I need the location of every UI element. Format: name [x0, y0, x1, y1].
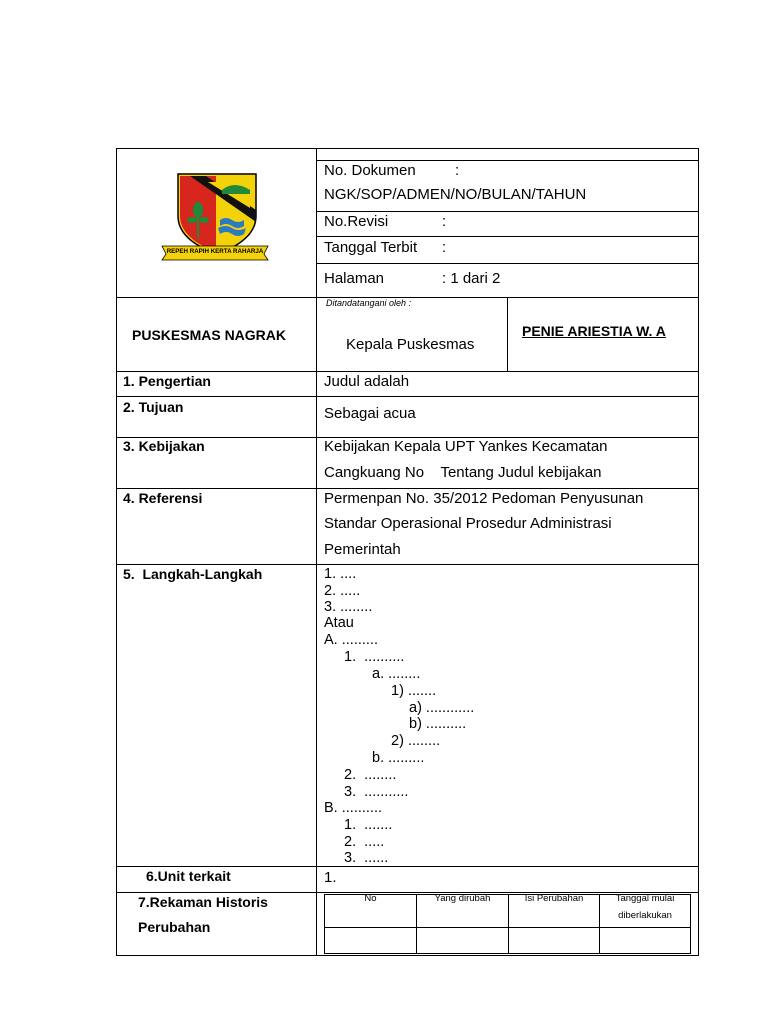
page-value: : 1 dari 2 — [442, 270, 501, 287]
history-col-changed: Yang dirubah — [434, 893, 491, 904]
section-tujuan-label: 2. Tujuan — [123, 399, 184, 415]
list-item: 2. ........ — [344, 767, 397, 783]
list-item: b. ......... — [372, 750, 425, 766]
section-pengertian-label: 1. Pengertian — [123, 373, 211, 389]
section-referensi-line1: Permenpan No. 35/2012 Pedoman Penyusunan — [324, 490, 644, 507]
list-item: A. ......... — [324, 632, 378, 648]
doc-no-value: NGK/SOP/ADMEN/NO/BULAN/TAHUN — [324, 186, 587, 203]
list-item: a) ............ — [409, 700, 475, 716]
history-col-date-1: Tanggal mulai — [615, 893, 675, 904]
section-langkah-label: 5. Langkah-Langkah — [123, 566, 263, 582]
section-unit-text: 1. — [324, 869, 337, 886]
list-item: 3. ........ — [324, 599, 373, 615]
org-name: PUSKESMAS NAGRAK — [132, 327, 287, 343]
revision-label: No.Revisi — [324, 213, 389, 230]
list-item: 3. ........... — [344, 784, 409, 800]
list-item: 1) ....... — [391, 683, 437, 699]
list-item: B. .......... — [324, 800, 383, 816]
doc-no-label: No. Dokumen — [324, 162, 416, 179]
section-pengertian-text: Judul adalah — [324, 373, 410, 390]
list-item: 1. ....... — [344, 817, 393, 833]
section-rekaman-label-2: Perubahan — [138, 919, 211, 935]
revision-colon: : — [442, 213, 447, 230]
section-tujuan-text: Sebagai acua — [324, 405, 416, 422]
section-referensi-label: 4. Referensi — [123, 490, 203, 506]
list-item: 1. .......... — [344, 649, 405, 665]
history-col-no: No — [364, 893, 377, 904]
doc-no-colon: : — [455, 162, 460, 179]
coat-of-arms-logo — [160, 170, 270, 262]
section-kebijakan-line1: Kebijakan Kepala UPT Yankes Kecamatan — [324, 438, 608, 455]
section-kebijakan-label: 3. Kebijakan — [123, 438, 205, 454]
list-item: 2) ........ — [391, 733, 441, 749]
signer-name: PENIE ARIESTIA W. A — [522, 323, 666, 339]
list-item: 3. ...... — [344, 850, 389, 866]
history-col-date-2: diberlakukan — [618, 910, 672, 921]
signer-title: Kepala Puskesmas — [346, 336, 475, 353]
history-col-content: Isi Perubahan — [524, 893, 584, 904]
section-referensi-line2: Standar Operasional Prosedur Administrasi — [324, 515, 612, 532]
list-item: b) .......... — [409, 716, 467, 732]
section-referensi-line3: Pemerintah — [324, 541, 401, 558]
page-label: Halaman — [324, 270, 385, 287]
list-item: a. ........ — [372, 666, 421, 682]
section-rekaman-label-1: 7.Rekaman Historis — [138, 894, 268, 910]
logo-motto: REPEH RAPIH KERTA RAHARJA — [166, 248, 264, 255]
signed-by-label: Ditandatangani oleh : — [326, 298, 412, 308]
list-item: 1. .... — [324, 566, 357, 582]
list-item: Atau — [324, 615, 354, 631]
section-unit-label: 6.Unit terkait — [146, 868, 231, 884]
issued-label: Tanggal Terbit — [324, 239, 418, 256]
list-item: 2. ..... — [324, 583, 361, 599]
section-kebijakan-line2: Cangkuang No Tentang Judul kebijakan — [324, 464, 602, 481]
list-item: 2. ..... — [344, 834, 385, 850]
issued-colon: : — [442, 239, 447, 256]
